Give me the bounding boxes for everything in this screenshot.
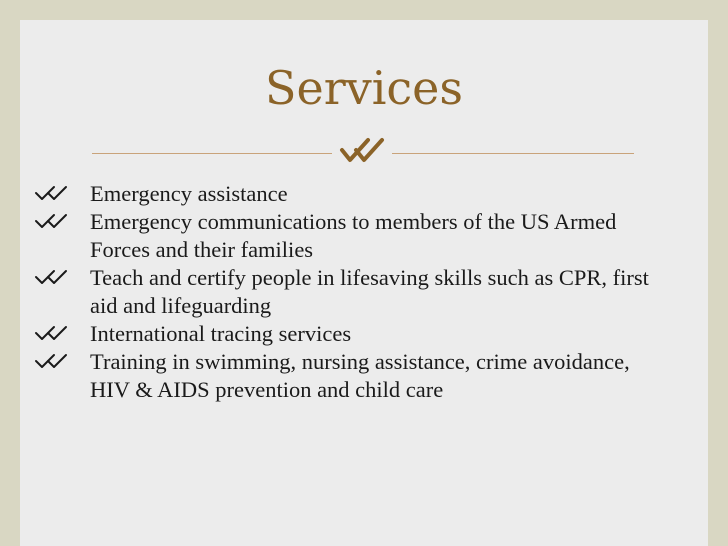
bullet-item <box>34 208 674 264</box>
double-check-bullet-icon <box>34 353 86 371</box>
double-check-bullet-icon <box>34 213 86 231</box>
bullet-text: Emergency assistance <box>90 181 288 206</box>
bullet-text: International tracing services <box>90 321 352 346</box>
double-check-bullet-icon <box>34 269 86 287</box>
bullet-text: Teach and certify people in lifesaving skills such as CPR, first aid and lifeguarding <box>90 265 649 318</box>
bullet-text: Emergency communications to members of the US Armed Forces and their families <box>90 209 617 262</box>
title-divider-right <box>392 153 634 154</box>
bullet-text: Training in swimming, nursing assistance, crime avoidance, HIV & AIDS prevention and child care <box>90 349 630 402</box>
title-divider-left <box>92 153 332 154</box>
double-check-bullet-icon <box>34 325 86 343</box>
bullet-list <box>34 180 674 404</box>
bullet-item <box>34 180 674 208</box>
double-check-bullet-icon <box>34 185 86 203</box>
bullet-item <box>34 348 674 404</box>
slide-title: Services <box>264 61 463 115</box>
bullet-item <box>34 264 674 320</box>
double-check-ornament-icon <box>336 136 388 166</box>
bullet-item <box>34 320 674 348</box>
